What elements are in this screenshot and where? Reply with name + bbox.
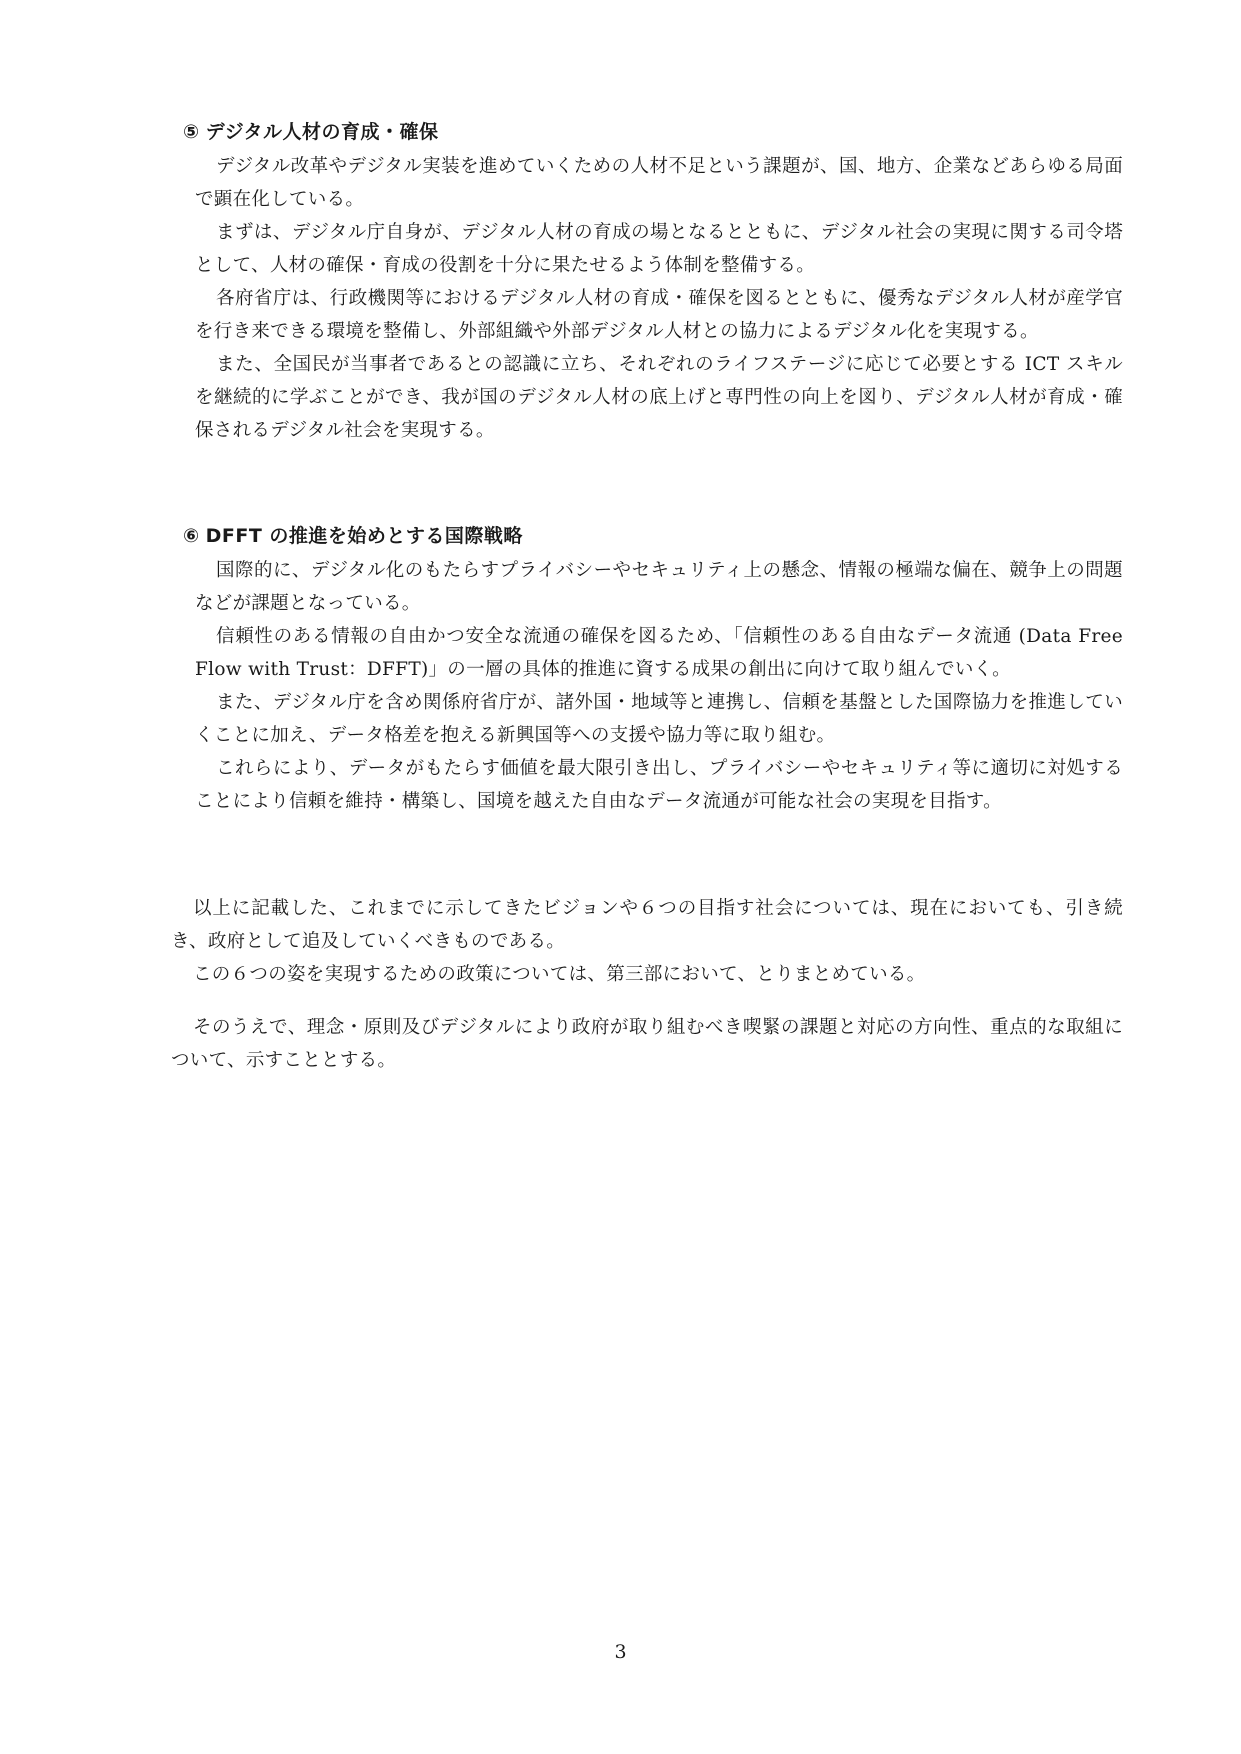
paragraph: デジタル改革やデジタル実装を進めていくための人材不足という課題が、国、地方、企業などあらゆる局面で顕在化している。: [195, 156, 1123, 210]
paragraph: 信頼性のある情報の自由かつ安全な流通の確保を図るため、「信頼性のある自由なデータ流通 (Data Free Flow with Trust：DFFT)」の一層の具体的推進に資する成果の創出に向けて取り組んでいく。: [195, 626, 1123, 680]
section-number: ⑥: [183, 525, 200, 547]
closing-text: [171, 892, 1123, 1077]
paragraph: 以上に記載した、これまでに示してきたビジョンや６つの目指す社会については、現在においても、引き続き、政府として追及していくべきものである。: [171, 898, 1123, 952]
paragraph: また、全国民が当事者であるとの認識に立ち、それぞれのライフステージに応じて必要とする ICT スキルを継続的に学ぶことができ、我が国のデジタル人材の底上げと専門性の向上を図り、デジタル人材が育成・確保されるデジタル社会を実現する。: [195, 354, 1123, 441]
paragraph: 国際的に、デジタル化のもたらすプライバシーやセキュリティ上の懸念、情報の極端な偏在、競争上の問題などが課題となっている。: [195, 560, 1123, 614]
section-digital-talent: [183, 118, 1123, 447]
page-number: 3: [614, 1641, 627, 1663]
paragraph: この６つの姿を実現するための政策については、第三部において、とりまとめている。: [193, 964, 926, 985]
section-number: ⑤: [183, 121, 200, 143]
section-title: DFFT の推進を始めとする国際戦略: [205, 525, 523, 547]
section-heading: [183, 522, 1123, 550]
section-dfft-strategy: [183, 522, 1123, 818]
paragraph: また、デジタル庁を含め関係府省庁が、諸外国・地域等と連携し、信頼を基盤とした国際協力を推進していくことに加え、データ格差を抱える新興国等への支援や協力等に取り組む。: [195, 692, 1123, 746]
paragraph: これらにより、データがもたらす価値を最大限引き出し、プライバシーやセキュリティ等に適切に対処することにより信頼を維持・構築し、国境を越えた自由なデータ流通が可能な社会の実現を目指す。: [195, 758, 1123, 812]
spacer: [171, 991, 1123, 1011]
paragraph: まずは、デジタル庁自身が、デジタル人材の育成の場となるとともに、デジタル社会の実現に関する司令塔として、人材の確保・育成の役割を十分に果たせるよう体制を整備する。: [195, 222, 1123, 276]
section-heading: [183, 118, 1123, 146]
paragraph: 各府省庁は、行政機関等におけるデジタル人材の育成・確保を図るとともに、優秀なデジタル人材が産学官を行き来できる環境を整備し、外部組織や外部デジタル人材との協力によるデジタル化を実現する。: [195, 288, 1123, 342]
paragraph: そのうえで、理念・原則及びデジタルにより政府が取り組むべき喫緊の課題と対応の方向性、重点的な取組について、示すこととする。: [171, 1017, 1123, 1071]
section-title: デジタル人材の育成・確保: [205, 121, 439, 143]
